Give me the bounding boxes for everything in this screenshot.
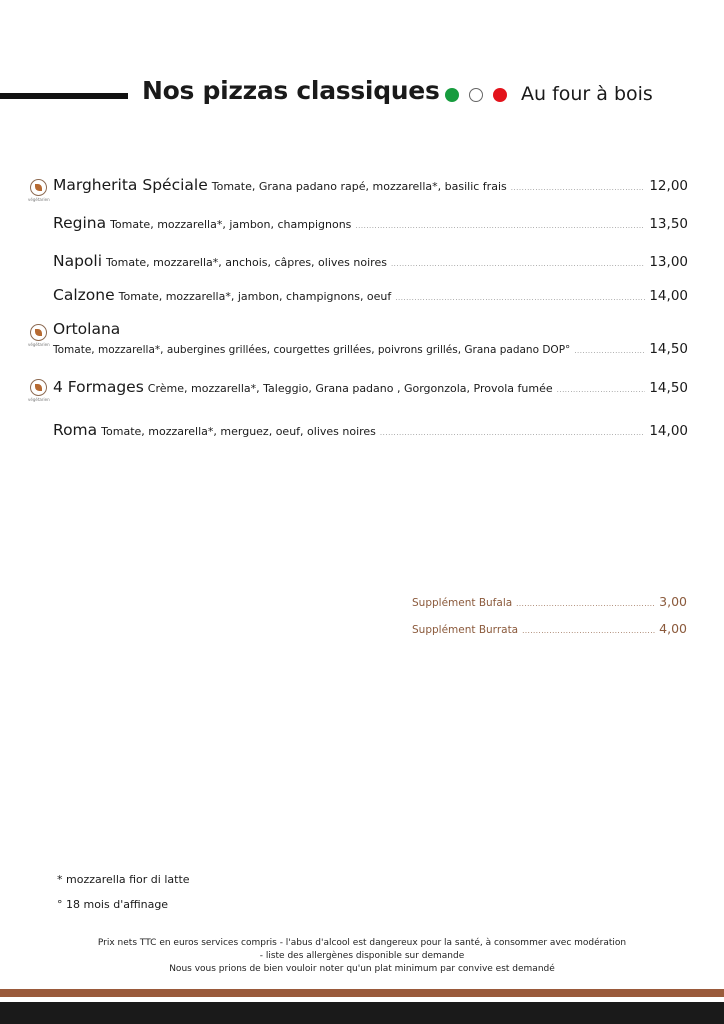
item-price: 14,00 bbox=[649, 288, 688, 304]
supplement-price: 3,00 bbox=[659, 594, 687, 609]
item-price: 14,00 bbox=[649, 423, 688, 439]
leader-dots bbox=[516, 600, 655, 608]
footer-text: - liste des allergènes disponible sur demande bbox=[259, 951, 465, 961]
item-description: Crème, mozzarella*, Taleggio, Grana padano , Gorgonzola, Provola fumée bbox=[147, 382, 553, 395]
item-name: 4 Formages bbox=[53, 378, 144, 396]
vegetarian-label: végétarien bbox=[28, 197, 50, 202]
leader-dots bbox=[355, 222, 645, 230]
item-name: Roma bbox=[53, 421, 98, 439]
menu-item bbox=[53, 341, 688, 363]
leaf-icon bbox=[30, 379, 47, 396]
item-price: 14,50 bbox=[649, 341, 688, 357]
supplement-item bbox=[412, 594, 687, 612]
vegetarian-label: végétarien bbox=[28, 397, 50, 402]
menu-item-title bbox=[53, 320, 688, 342]
leader-dots bbox=[522, 627, 655, 635]
flag-dot-green bbox=[445, 88, 459, 102]
footer-stripe-black bbox=[0, 1002, 724, 1024]
menu-item bbox=[53, 176, 688, 198]
item-price: 13,50 bbox=[649, 216, 688, 232]
item-name: Calzone bbox=[53, 286, 115, 304]
item-price: 12,00 bbox=[649, 178, 688, 194]
leader-dots bbox=[380, 429, 645, 437]
footer-text: Prix nets TTC en euros services compris - l'abus d'alcool est dangereux pour la santé, à consommer avec modération bbox=[97, 938, 627, 948]
item-name: Regina bbox=[53, 214, 107, 232]
menu-item bbox=[53, 378, 688, 400]
item-name: Napoli bbox=[53, 252, 103, 270]
item-description: Tomate, mozzarella*, jambon, champignons bbox=[110, 218, 352, 231]
item-description: Tomate, mozzarella*, merguez, oeuf, olives noires bbox=[101, 425, 376, 438]
item-description: Tomate, mozzarella*, anchois, câpres, olives noires bbox=[106, 256, 387, 269]
supplement-label: Supplément Bufala bbox=[412, 597, 513, 609]
item-name: Ortolana bbox=[53, 320, 121, 338]
supplement-label: Supplément Burrata bbox=[412, 624, 519, 636]
flag-dot-white bbox=[469, 88, 483, 102]
menu-item bbox=[53, 286, 688, 308]
footnote: ° 18 mois d'affinage bbox=[57, 898, 169, 911]
menu-item bbox=[53, 421, 688, 443]
footnote: * mozzarella fior di latte bbox=[57, 873, 190, 886]
leader-dots bbox=[511, 184, 646, 192]
item-description: Tomate, mozzarella*, aubergines grillées, courgettes grillées, poivrons grillés, Grana padano DOP° bbox=[53, 344, 571, 356]
page-title: Nos pizzas classiques bbox=[142, 76, 440, 105]
footer-stripe-brown bbox=[0, 989, 724, 997]
leader-dots bbox=[574, 347, 645, 355]
supplement-price: 4,00 bbox=[659, 621, 687, 636]
item-name: Margherita Spéciale bbox=[53, 176, 208, 194]
item-price: 13,00 bbox=[649, 254, 688, 270]
item-description: Tomate, mozzarella*, jambon, champignons, oeuf bbox=[118, 290, 392, 303]
leaf-icon bbox=[30, 324, 47, 341]
menu-item bbox=[53, 214, 688, 236]
menu-item bbox=[53, 252, 688, 274]
item-price: 14,50 bbox=[649, 380, 688, 396]
footer-text: Nous vous prions de bien vouloir noter qu'un plat minimum par convive est demandé bbox=[169, 964, 555, 974]
supplement-item bbox=[412, 621, 687, 639]
item-description: Tomate, Grana padano rapé, mozzarella*, basilic frais bbox=[211, 180, 507, 193]
leader-dots bbox=[557, 386, 646, 394]
vegetarian-label: végétarien bbox=[28, 342, 50, 347]
header-rule bbox=[0, 93, 128, 99]
flag-dot-red bbox=[493, 88, 507, 102]
leaf-icon bbox=[30, 179, 47, 196]
leader-dots bbox=[395, 294, 645, 302]
leader-dots bbox=[391, 260, 645, 268]
page-subtitle: Au four à bois bbox=[521, 83, 653, 105]
